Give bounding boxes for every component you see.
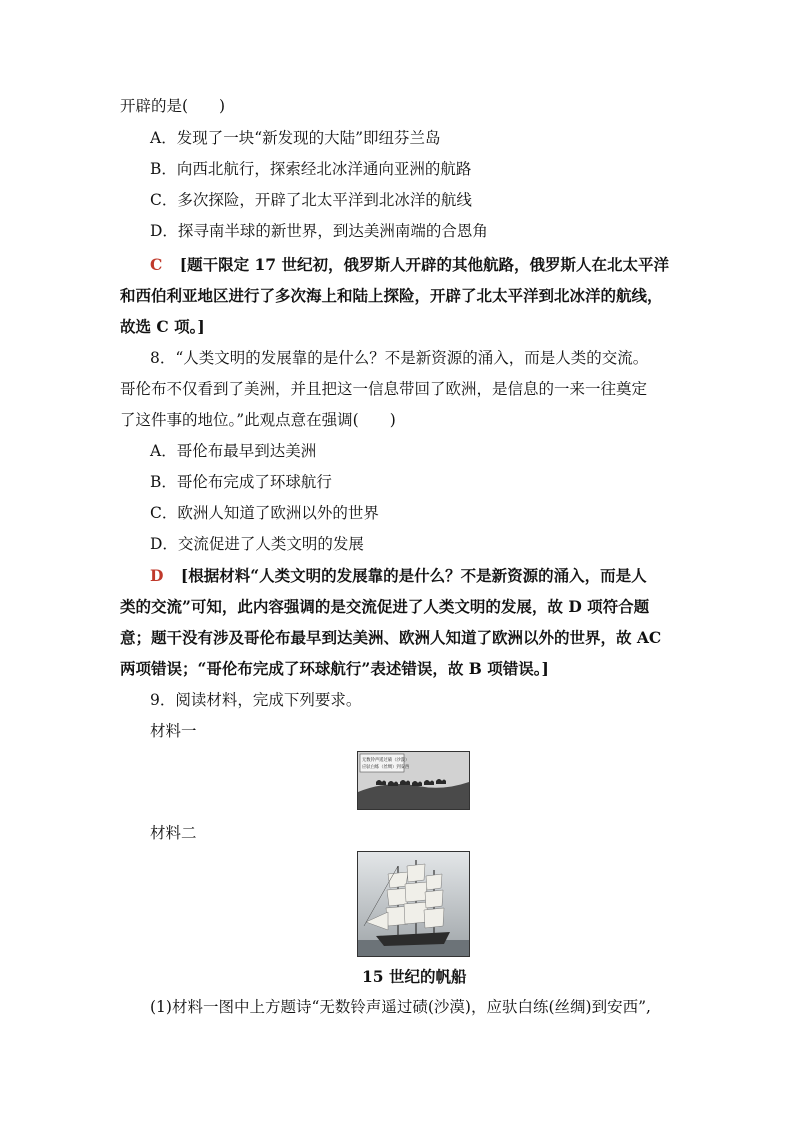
camel-caravan-image bbox=[357, 751, 470, 810]
q8-explanation-4: 两项错误；“哥伦布完成了环球航行”表述错误，故 B 项错误。] bbox=[120, 659, 549, 678]
q8-option-d: D．交流促进了人类文明的发展 bbox=[150, 535, 364, 553]
poem-line-2: 应驮白练（丝绸）到安西 bbox=[362, 765, 410, 770]
q8-answer: D bbox=[150, 566, 164, 585]
q7-explanation-1: [题干限定 17 世纪初，俄罗斯人开辟的其他航路，俄罗斯人在北太平洋 bbox=[179, 255, 669, 274]
q7-option-d: D．探寻南半球的新世界，到达美洲南端的合恩角 bbox=[150, 222, 488, 240]
q7-explanation-3: 故选 C 项。] bbox=[120, 317, 205, 336]
sailing-ship-illustration bbox=[358, 852, 469, 956]
q7-option-a: A．发现了一块“新发现的大陆”即纽芬兰岛 bbox=[150, 129, 441, 147]
q8-option-a: A．哥伦布最早到达美洲 bbox=[150, 442, 317, 460]
q8-option-b: B．哥伦布完成了环球航行 bbox=[150, 473, 332, 491]
q9-stem: 9．阅读材料，完成下列要求。 bbox=[150, 691, 362, 709]
q8-stem-1: 8．“人类文明的发展靠的是什么？不是新资源的涌入，而是人类的交流。 bbox=[150, 349, 649, 367]
q7-option-b: B．向西北航行，探索经北冰洋通向亚洲的航路 bbox=[150, 160, 472, 178]
material-2-label: 材料二 bbox=[150, 824, 197, 842]
q7-answer-line bbox=[150, 255, 669, 275]
ship-caption: 15 世纪的帆船 bbox=[362, 967, 467, 986]
q8-stem-3: 了这件事的地位。”此观点意在强调( ) bbox=[120, 411, 396, 429]
camel-caravan-illustration bbox=[358, 752, 469, 809]
sailing-ship-image bbox=[357, 851, 470, 957]
q8-answer-line bbox=[150, 566, 647, 586]
q7-answer: C bbox=[150, 255, 163, 274]
material-1-label: 材料一 bbox=[150, 722, 197, 740]
q7-explanation-2: 和西伯利亚地区进行了多次海上和陆上探险，开辟了北太平洋到北冰洋的航线， bbox=[120, 286, 663, 305]
q9-sub-question-1: (1)材料一图中上方题诗“无数铃声遥过碛(沙漠)，应驮白练(丝绸)到安西”, bbox=[150, 998, 651, 1016]
q8-option-c: C．欧洲人知道了欧洲以外的世界 bbox=[150, 504, 379, 522]
q8-explanation-1: [根据材料“人类文明的发展靠的是什么？不是新资源的涌入，而是人 bbox=[180, 566, 647, 585]
q8-explanation-2: 类的交流”可知，此内容强调的是交流促进了人类文明的发展，故 D 项符合题 bbox=[120, 597, 650, 616]
q7-option-c: C．多次探险，开辟了北太平洋到北冰洋的航线 bbox=[150, 191, 472, 209]
q8-stem-2: 哥伦布不仅看到了美洲，并且把这一信息带回了欧洲，是信息的一来一往奠定 bbox=[120, 380, 648, 398]
poem-line-1: 无数铃声遥过碛（沙漠） bbox=[362, 758, 410, 763]
q8-explanation-3: 意；题干没有涉及哥伦布最早到达美洲、欧洲人知道了欧洲以外的世界，故 AC bbox=[120, 628, 662, 647]
q7-stem-tail: 开辟的是( ) bbox=[120, 97, 226, 115]
